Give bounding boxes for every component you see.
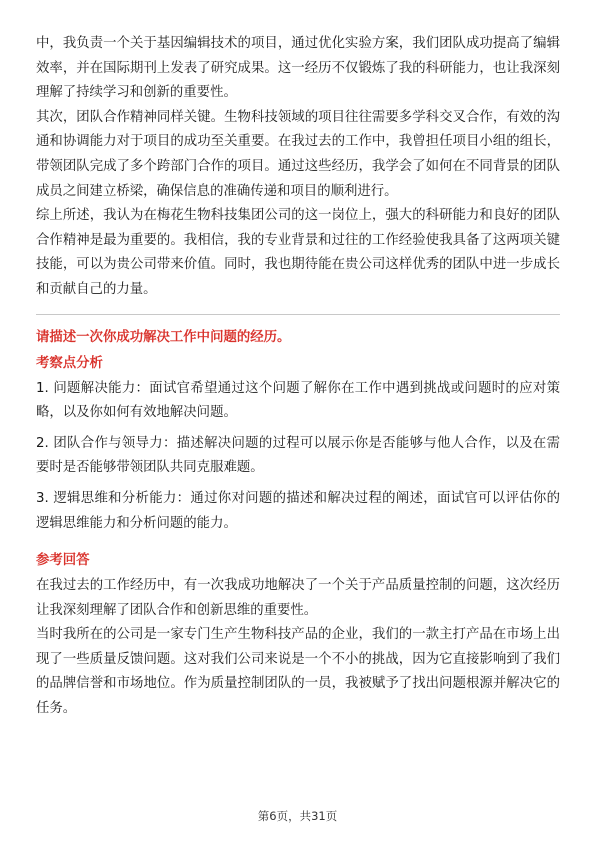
page-footer: 第6页，共31页: [257, 809, 338, 823]
analysis-title: 考察点分析: [36, 355, 103, 371]
analysis-item-2: 2. 团队合作与领导力：描述解决问题的过程可以展示你是否能够与他人合作，以及在需要时是否能够带领团队共同克服难题。: [36, 435, 560, 476]
answer-paragraph-2: 当时我所在的公司是一家专门生产生物科技产品的企业，我们的一款主打产品在市场上出现了一些质量反馈问题。这对我们公司来说是一个不小的挑战，因为它直接影响到了我们的品牌信誉和市场地位。作为质量控制团队的一员，我被赋予了找出问题根源并解决它的任务。: [36, 627, 560, 717]
intro-paragraph-3: 综上所述，我认为在梅花生物科技集团公司的这一岗位上，强大的科研能力和良好的团队合作精神是最为重要的。我相信，我的专业背景和过往的工作经验使我具备了这两项关键技能，可以为贵公司带来价值。同时，我也期待能在贵公司这样优秀的团队中进一步成长和贡献自己的力量。: [36, 208, 560, 297]
intro-paragraph-1: 中，我负责一个关于基因编辑技术的项目，通过优化实验方案，我们团队成功提高了编辑效率，并在国际期刊上发表了研究成果。这一经历不仅锻炼了我的科研能力，也让我深刻理解了持续学习和创新的重要性。: [36, 36, 560, 101]
analysis-list: [36, 377, 560, 537]
question-heading: 请描述一次你成功解决工作中问题的经历。: [36, 329, 291, 345]
answer-paragraph-1: 在我过去的工作经历中，有一次我成功地解决了一个关于产品质量控制的问题，这次经历让我深刻理解了团队合作和创新思维的重要性。: [36, 578, 560, 618]
analysis-item-3: 3. 逻辑思维和分析能力：通过你对问题的描述和解决过程的阐述，面试官可以评估你的逻辑思维能力和分析问题的能力。: [36, 490, 560, 531]
answer-title: 参考回答: [36, 553, 90, 569]
intro-paragraph-2: 其次，团队合作精神同样关键。生物科技领域的项目往往需要多学科交叉合作，有效的沟通和协调能力对于项目的成功至关重要。在我过去的工作中，我曾担任项目小组的组长，带领团队完成了多个跨部门合作的项目。通过这些经历，我学会了如何在不同背景的团队成员之间建立桥梁，确保信息的准确传递和项目的顺利进行。: [36, 109, 560, 199]
section-divider: [36, 314, 560, 315]
document-page: [36, 32, 560, 722]
analysis-item-1: 1. 问题解决能力：面试官希望通过这个问题了解你在工作中遇到挑战或问题时的应对策略，以及你如何有效地解决问题。: [36, 380, 560, 421]
